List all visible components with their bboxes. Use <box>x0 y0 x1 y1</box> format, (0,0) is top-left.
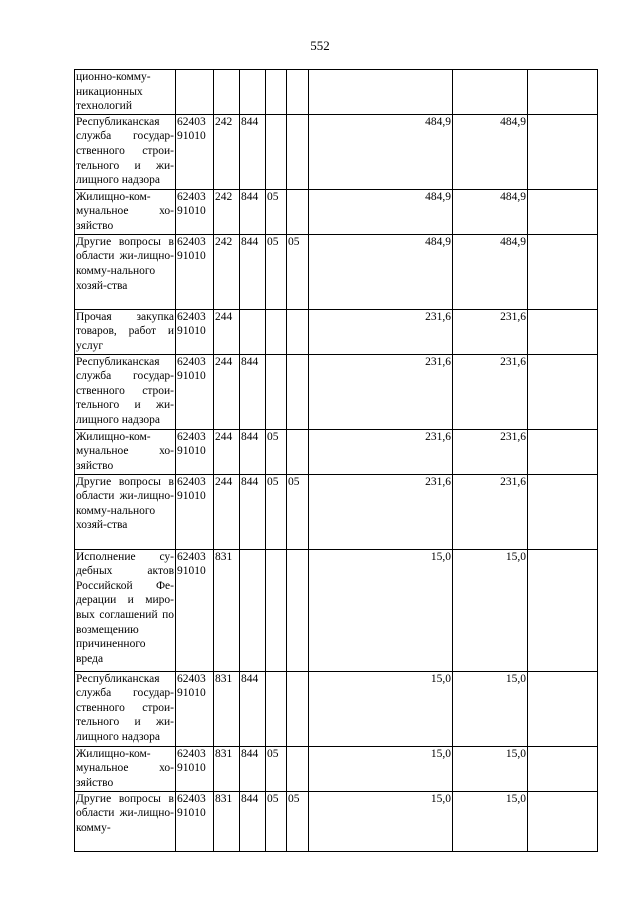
ministry-code: 844 <box>240 189 266 234</box>
section-code: 05 <box>266 429 287 474</box>
table-row <box>75 189 598 234</box>
expense-type: 244 <box>214 354 240 429</box>
amount-approved: 15,0 <box>453 671 528 746</box>
table-row <box>75 309 598 354</box>
expense-type: 242 <box>214 234 240 309</box>
amount-plan: 231,6 <box>309 354 453 429</box>
amount-extra <box>528 549 598 671</box>
amount-approved: 231,6 <box>453 429 528 474</box>
subsection-code <box>287 70 309 115</box>
section-code <box>266 549 287 671</box>
amount-plan: 231,6 <box>309 429 453 474</box>
ministry-code: 844 <box>240 234 266 309</box>
subsection-code <box>287 309 309 354</box>
expense-type: 244 <box>214 309 240 354</box>
amount-extra <box>528 234 598 309</box>
subsection-code: 05 <box>287 474 309 549</box>
amount-extra <box>528 114 598 189</box>
amount-approved: 231,6 <box>453 309 528 354</box>
subsection-code <box>287 114 309 189</box>
subsection-code: 05 <box>287 791 309 851</box>
amount-approved: 15,0 <box>453 791 528 851</box>
section-code <box>266 671 287 746</box>
section-code: 05 <box>266 746 287 791</box>
table-row <box>75 234 598 309</box>
row-name: Республиканская служба государ-ственного строи-тельного и жи-лищного надзора <box>75 114 176 189</box>
section-code <box>266 70 287 115</box>
subsection-code <box>287 189 309 234</box>
ministry-code: 844 <box>240 791 266 851</box>
row-name: ционно-комму- никационных технологий <box>75 70 176 115</box>
amount-extra <box>528 474 598 549</box>
target-code: 62403 91010 <box>176 671 214 746</box>
row-name: Республиканская служба государ-ственного строи-тельного и жи-лищного надзора <box>75 671 176 746</box>
amount-approved: 484,9 <box>453 114 528 189</box>
row-name: Прочая закупка товаров, работ и услуг <box>75 309 176 354</box>
page-number: 552 <box>310 38 330 53</box>
ministry-code <box>240 309 266 354</box>
section-code: 05 <box>266 189 287 234</box>
subsection-code <box>287 354 309 429</box>
table-row <box>75 114 598 189</box>
amount-plan: 231,6 <box>309 309 453 354</box>
section-code: 05 <box>266 791 287 851</box>
row-name: Республиканская служба государ-ственного строи-тельного и жи-лищного надзора <box>75 354 176 429</box>
ministry-code: 844 <box>240 114 266 189</box>
table-row <box>75 549 598 671</box>
subsection-code: 05 <box>287 234 309 309</box>
amount-extra <box>528 70 598 115</box>
amount-approved: 15,0 <box>453 549 528 671</box>
target-code <box>176 70 214 115</box>
amount-extra <box>528 429 598 474</box>
amount-plan: 15,0 <box>309 746 453 791</box>
amount-extra <box>528 746 598 791</box>
table-row <box>75 791 598 851</box>
row-name: Жилищно-ком-мунальное хо-зяйство <box>75 746 176 791</box>
ministry-code <box>240 549 266 671</box>
amount-plan: 15,0 <box>309 671 453 746</box>
target-code: 62403 91010 <box>176 189 214 234</box>
ministry-code <box>240 70 266 115</box>
expense-type: 244 <box>214 474 240 549</box>
expense-type: 831 <box>214 746 240 791</box>
ministry-code: 844 <box>240 429 266 474</box>
section-code <box>266 114 287 189</box>
amount-extra <box>528 354 598 429</box>
amount-extra <box>528 671 598 746</box>
target-code: 62403 91010 <box>176 114 214 189</box>
section-code: 05 <box>266 474 287 549</box>
expense-type: 831 <box>214 671 240 746</box>
amount-approved: 15,0 <box>453 746 528 791</box>
ministry-code: 844 <box>240 354 266 429</box>
table-row <box>75 671 598 746</box>
amount-extra <box>528 189 598 234</box>
table-row <box>75 474 598 549</box>
subsection-code <box>287 549 309 671</box>
amount-plan: 484,9 <box>309 114 453 189</box>
target-code: 62403 91010 <box>176 354 214 429</box>
row-name: Другие вопросы в области жи-лищно-комму-нального хозяй-ства <box>75 474 176 549</box>
expense-type: 831 <box>214 791 240 851</box>
ministry-code: 844 <box>240 746 266 791</box>
target-code: 62403 91010 <box>176 429 214 474</box>
subsection-code <box>287 671 309 746</box>
row-name: Исполнение су-дебных актов Российской Фе-дерации и миро-вых соглашений по возмещению причиненного вреда <box>75 549 176 671</box>
ministry-code: 844 <box>240 671 266 746</box>
expense-type: 244 <box>214 429 240 474</box>
budget-table <box>74 69 598 852</box>
ministry-code: 844 <box>240 474 266 549</box>
section-code <box>266 309 287 354</box>
amount-extra <box>528 309 598 354</box>
amount-plan: 484,9 <box>309 234 453 309</box>
expense-type: 831 <box>214 549 240 671</box>
amount-approved <box>453 70 528 115</box>
row-name: Другие вопросы в области жи-лищно-комму- <box>75 791 176 851</box>
amount-approved: 484,9 <box>453 189 528 234</box>
amount-extra <box>528 791 598 851</box>
subsection-code <box>287 746 309 791</box>
amount-plan: 231,6 <box>309 474 453 549</box>
amount-approved: 484,9 <box>453 234 528 309</box>
amount-plan: 15,0 <box>309 791 453 851</box>
target-code: 62403 91010 <box>176 474 214 549</box>
target-code: 62403 91010 <box>176 309 214 354</box>
amount-plan: 15,0 <box>309 549 453 671</box>
target-code: 62403 91010 <box>176 549 214 671</box>
expense-type <box>214 70 240 115</box>
amount-approved: 231,6 <box>453 474 528 549</box>
table-row <box>75 354 598 429</box>
target-code: 62403 91010 <box>176 746 214 791</box>
section-code: 05 <box>266 234 287 309</box>
table-row <box>75 746 598 791</box>
target-code: 62403 91010 <box>176 234 214 309</box>
row-name: Жилищно-ком-мунальное хо-зяйство <box>75 429 176 474</box>
section-code <box>266 354 287 429</box>
amount-plan <box>309 70 453 115</box>
row-name: Другие вопросы в области жи-лищно-комму-нального хозяй-ства <box>75 234 176 309</box>
expense-type: 242 <box>214 114 240 189</box>
amount-plan: 484,9 <box>309 189 453 234</box>
expense-type: 242 <box>214 189 240 234</box>
table-row <box>75 429 598 474</box>
table-row <box>75 70 598 115</box>
subsection-code <box>287 429 309 474</box>
amount-approved: 231,6 <box>453 354 528 429</box>
row-name: Жилищно-ком-мунальное хо-зяйство <box>75 189 176 234</box>
target-code: 62403 91010 <box>176 791 214 851</box>
